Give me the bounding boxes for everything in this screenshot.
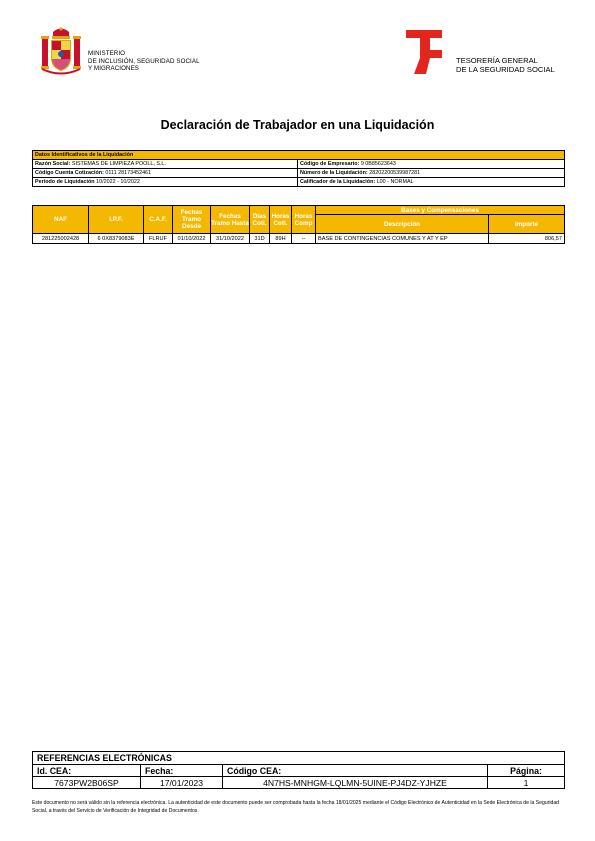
footer-disclaimer: Este documento no será válido sin la referencia electrónica. La autenticidad de este documento puede ser comprobada hasta la fecha 18/01/2025 mediante el Código Electrónico de Autenticidad en la Sede Electrónica de la Seguridad Social, a través del Servicio de Verificación de Integridad de Documentos. xyxy=(32,800,559,814)
tgss-logo xyxy=(406,30,442,74)
pagina-label: Página: xyxy=(488,765,565,777)
ccc-cell xyxy=(33,169,298,178)
document-title: Declaración de Trabajador en una Liquidación xyxy=(160,118,435,132)
col-naf-header: NAF xyxy=(33,206,89,234)
ipf-cell: 6 0X8379083E xyxy=(89,234,144,244)
col-desde-header: Fechas Tramo Desde xyxy=(173,206,211,234)
electronic-references-table xyxy=(32,751,565,789)
hasta-cell: 31/10/2022 xyxy=(211,234,250,244)
identification-table xyxy=(32,150,565,187)
descripcion-cell: BASE DE CONTINGENCIAS COMUNES Y AT Y EP xyxy=(316,234,489,244)
col-horas-coti-header: Horas Coti. xyxy=(270,206,292,234)
col-descripcion-header: Descripción xyxy=(316,215,489,234)
periodo-value: 10/2022 - 10/2022 xyxy=(96,179,140,185)
col-caf-header: C.A.F. xyxy=(144,206,173,234)
codigo-cea-label: Código CEA: xyxy=(223,765,488,777)
worker-data-table xyxy=(32,205,565,244)
importe-cell: 806,57 xyxy=(489,234,565,244)
razon-social-cell xyxy=(33,160,298,169)
ministry-name xyxy=(88,50,200,73)
periodo-label: Periodo de Liquidación xyxy=(35,179,95,185)
codigo-empresario-value: 9 0B85623643 xyxy=(360,161,396,167)
codigo-empresario-cell xyxy=(298,160,565,169)
naf-cell: 281225002428 xyxy=(33,234,89,244)
references-title: REFERENCIAS ELECTRÓNICAS xyxy=(33,752,565,765)
horas-coti-cell: 89H xyxy=(270,234,292,244)
dias-cell: 31D xyxy=(250,234,270,244)
horas-comp-cell: -- xyxy=(292,234,316,244)
fecha-label: Fecha: xyxy=(141,765,223,777)
ministry-line-3: Y MIGRACIONES xyxy=(88,65,140,73)
ccc-value: 0111 28173452461 xyxy=(105,170,152,176)
col-hasta-header: Fechas Tramo Hasta xyxy=(211,206,250,234)
tgss-line-1: TESORERÍA GENERAL xyxy=(456,56,538,65)
id-cea-value: 7673PW2B06SP xyxy=(33,777,141,789)
ministry-line-2: DE INCLUSIÓN, SEGURIDAD SOCIAL xyxy=(88,57,200,65)
razon-social-value: SISTEMAS DE LIMPIEZA POOLL, S.L. xyxy=(71,161,166,167)
codigo-empresario-label: Código de Empresario: xyxy=(300,161,360,167)
num-liquidacion-cell xyxy=(298,169,565,178)
desde-cell: 01/10/2022 xyxy=(173,234,211,244)
razon-social-label: Razón Social: xyxy=(35,161,71,167)
caf-cell: FLRUF xyxy=(144,234,173,244)
identification-section-title: Datos Identificativos de la Liquidación xyxy=(33,151,565,160)
calificador-value: L00 - NORMAL xyxy=(376,179,414,185)
ministry-line-1: MINISTERIO xyxy=(88,50,126,57)
bases-group-header: Bases y Compensaciones xyxy=(316,206,565,215)
ccc-label: Código Cuenta Cotización: xyxy=(35,170,104,176)
col-dias-header: Días Coti. xyxy=(250,206,270,234)
pagina-value: 1 xyxy=(488,777,565,789)
calificador-label: Calificador de la Liquidación: xyxy=(300,179,376,185)
tgss-line-2: DE LA SEGURIDAD SOCIAL xyxy=(456,65,555,75)
calificador-cell xyxy=(298,178,565,187)
periodo-cell xyxy=(33,178,298,187)
col-ipf-header: I.P.F. xyxy=(89,206,144,234)
table-row xyxy=(33,234,565,244)
fecha-value: 17/01/2023 xyxy=(141,777,223,789)
codigo-cea-value: 4N7HS-MNHGM-LQLMN-5UINE-PJ4DZ-YJHZE xyxy=(223,777,488,789)
spain-coat-of-arms-logo xyxy=(40,26,82,76)
col-importe-header: Importe xyxy=(489,215,565,234)
num-liquidacion-value: 28202200539987281 xyxy=(369,170,421,176)
tgss-name xyxy=(456,56,555,74)
num-liquidacion-label: Número de la Liquidación: xyxy=(300,170,368,176)
col-horas-comp-header: Horas Comp xyxy=(292,206,316,234)
id-cea-label: Id. CEA: xyxy=(33,765,141,777)
